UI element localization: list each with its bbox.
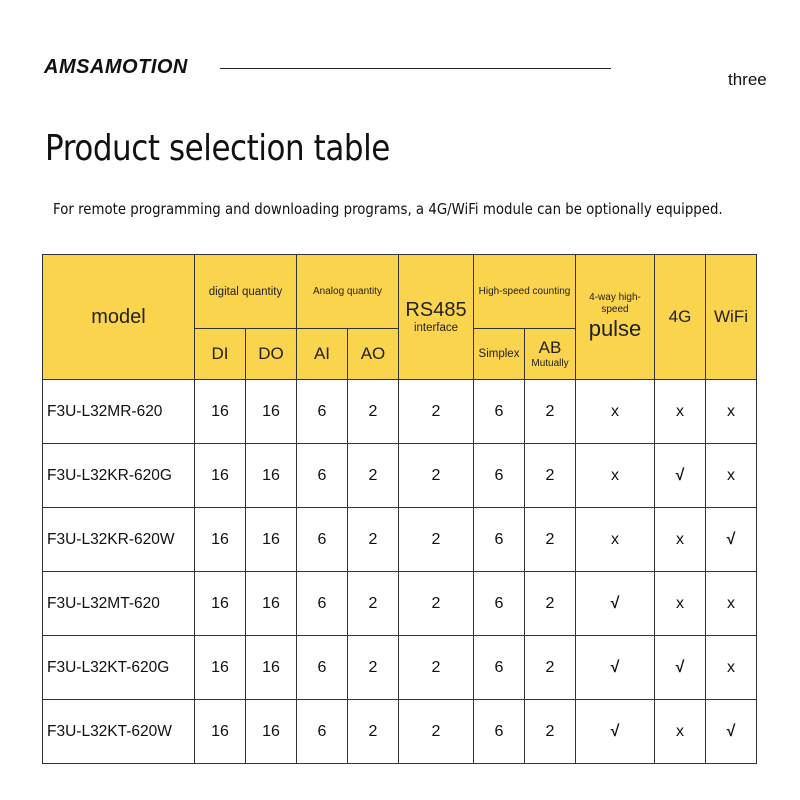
cell-ai: 6 bbox=[297, 700, 348, 764]
header-pulse bbox=[576, 255, 655, 380]
cell-pulse: √ bbox=[576, 636, 655, 700]
header-di: DI bbox=[195, 329, 246, 380]
cell-g4: x bbox=[655, 700, 706, 764]
cell-ao: 2 bbox=[348, 700, 399, 764]
cell-ab: 2 bbox=[525, 508, 576, 572]
cell-rs485: 2 bbox=[399, 636, 474, 700]
header-rs485-sublabel: interface bbox=[413, 322, 459, 335]
cell-wifi: √ bbox=[706, 508, 757, 572]
cell-do: 16 bbox=[246, 572, 297, 636]
cell-wifi: x bbox=[706, 572, 757, 636]
cell-g4: √ bbox=[655, 444, 706, 508]
cell-pulse: √ bbox=[576, 572, 655, 636]
page-subtitle: For remote programming and downloading programs, a 4G/WiFi module can be optionally equipped. bbox=[53, 200, 723, 218]
cell-ao: 2 bbox=[348, 572, 399, 636]
cell-ab: 2 bbox=[525, 572, 576, 636]
table-row bbox=[43, 572, 757, 636]
cell-model: F3U-L32KR-620G bbox=[43, 444, 195, 508]
cell-ao: 2 bbox=[348, 380, 399, 444]
cell-simplex: 6 bbox=[474, 636, 525, 700]
cell-simplex: 6 bbox=[474, 700, 525, 764]
cell-model: F3U-L32MT-620 bbox=[43, 572, 195, 636]
cell-di: 16 bbox=[195, 572, 246, 636]
cell-rs485: 2 bbox=[399, 380, 474, 444]
cell-pulse: x bbox=[576, 508, 655, 572]
cell-simplex: 6 bbox=[474, 572, 525, 636]
header-row-top bbox=[43, 255, 757, 329]
cell-ai: 6 bbox=[297, 572, 348, 636]
product-selection-table bbox=[42, 254, 757, 764]
cell-do: 16 bbox=[246, 508, 297, 572]
header-ab-sublabel: Mutually bbox=[531, 358, 569, 370]
header-digital-quantity: digital quantity bbox=[195, 255, 297, 329]
cell-do: 16 bbox=[246, 636, 297, 700]
cell-rs485: 2 bbox=[399, 700, 474, 764]
table-row bbox=[43, 636, 757, 700]
cell-ab: 2 bbox=[525, 380, 576, 444]
cell-di: 16 bbox=[195, 700, 246, 764]
header-do: DO bbox=[246, 329, 297, 380]
cell-model: F3U-L32KT-620G bbox=[43, 636, 195, 700]
cell-model: F3U-L32KR-620W bbox=[43, 508, 195, 572]
cell-model: F3U-L32KT-620W bbox=[43, 700, 195, 764]
cell-pulse: x bbox=[576, 380, 655, 444]
header-ai: AI bbox=[297, 329, 348, 380]
cell-pulse: √ bbox=[576, 700, 655, 764]
header-high-speed-counting: High-speed counting bbox=[474, 255, 576, 329]
header-ao: AO bbox=[348, 329, 399, 380]
cell-do: 16 bbox=[246, 700, 297, 764]
cell-ai: 6 bbox=[297, 380, 348, 444]
cell-wifi: x bbox=[706, 444, 757, 508]
page-number: three bbox=[728, 70, 767, 89]
header-ab bbox=[525, 329, 576, 380]
table-row bbox=[43, 444, 757, 508]
header-divider bbox=[220, 68, 611, 69]
cell-ao: 2 bbox=[348, 636, 399, 700]
cell-rs485: 2 bbox=[399, 444, 474, 508]
header-rs485 bbox=[399, 255, 474, 380]
cell-rs485: 2 bbox=[399, 572, 474, 636]
header-wifi: WiFi bbox=[706, 255, 757, 380]
cell-g4: √ bbox=[655, 636, 706, 700]
cell-do: 16 bbox=[246, 380, 297, 444]
table-row bbox=[43, 700, 757, 764]
cell-do: 16 bbox=[246, 444, 297, 508]
cell-g4: x bbox=[655, 572, 706, 636]
header-pulse-label: pulse bbox=[588, 315, 642, 341]
cell-wifi: x bbox=[706, 380, 757, 444]
page-title: Product selection table bbox=[45, 128, 390, 169]
header-4g: 4G bbox=[655, 255, 706, 380]
cell-rs485: 2 bbox=[399, 508, 474, 572]
table-row bbox=[43, 380, 757, 444]
table-row bbox=[43, 508, 757, 572]
cell-ai: 6 bbox=[297, 636, 348, 700]
cell-g4: x bbox=[655, 508, 706, 572]
cell-simplex: 6 bbox=[474, 508, 525, 572]
table-body bbox=[43, 380, 757, 764]
cell-ab: 2 bbox=[525, 636, 576, 700]
cell-pulse: x bbox=[576, 444, 655, 508]
cell-ao: 2 bbox=[348, 444, 399, 508]
header-model: model bbox=[43, 255, 195, 380]
cell-di: 16 bbox=[195, 380, 246, 444]
cell-di: 16 bbox=[195, 444, 246, 508]
header-simplex: Simplex bbox=[474, 329, 525, 380]
table-header bbox=[43, 255, 757, 380]
cell-g4: x bbox=[655, 380, 706, 444]
cell-simplex: 6 bbox=[474, 380, 525, 444]
cell-di: 16 bbox=[195, 508, 246, 572]
cell-ai: 6 bbox=[297, 508, 348, 572]
header-analog-quantity: Analog quantity bbox=[297, 255, 399, 329]
cell-model: F3U-L32MR-620 bbox=[43, 380, 195, 444]
header-rs485-label: RS485 bbox=[405, 299, 467, 322]
cell-ab: 2 bbox=[525, 444, 576, 508]
cell-ab: 2 bbox=[525, 700, 576, 764]
header-ab-label: AB bbox=[538, 337, 562, 357]
cell-wifi: x bbox=[706, 636, 757, 700]
cell-ai: 6 bbox=[297, 444, 348, 508]
cell-ao: 2 bbox=[348, 508, 399, 572]
cell-simplex: 6 bbox=[474, 444, 525, 508]
cell-wifi: √ bbox=[706, 700, 757, 764]
header-pulse-sublabel: 4-way high-speed bbox=[589, 291, 641, 315]
brand-logo-text: AMSAMOTION bbox=[44, 56, 188, 78]
cell-di: 16 bbox=[195, 636, 246, 700]
